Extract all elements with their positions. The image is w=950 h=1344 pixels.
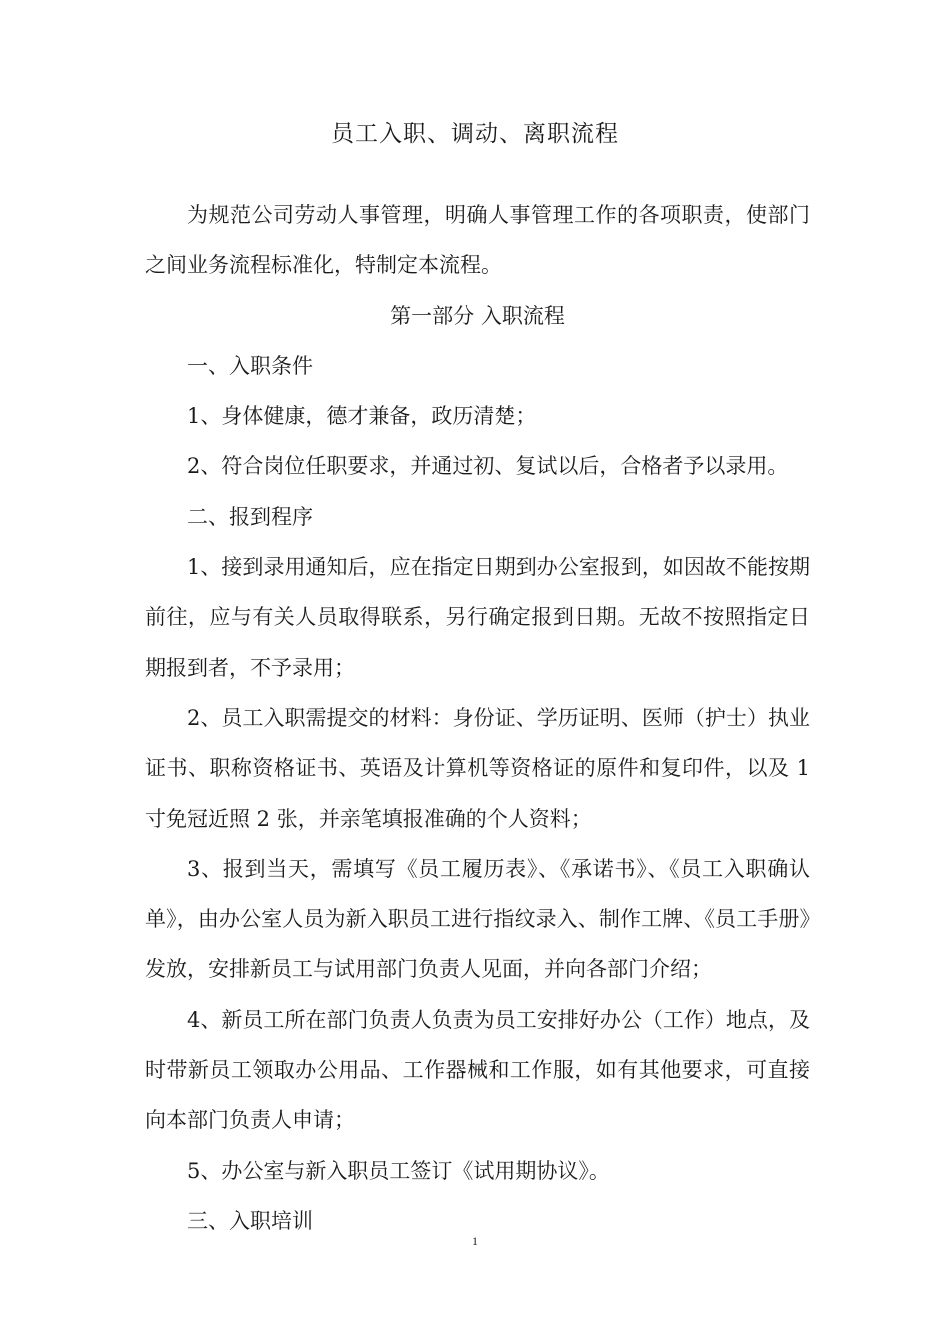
list-item: 3、报到当天，需填写《员工履历表》、《承诺书》、《员工入职确认单》，由办公室人员为新入职员工进行指纹录入、制作工牌、《员工手册》发放，安排新员工与试用部门负责人见面，并向各部门介绍； — [145, 856, 810, 982]
list-item: 1、身体健康，德才兼备，政历清楚； — [187, 404, 537, 429]
list-item: 2、符合岗位任职要求，并通过初、复试以后，合格者予以录用。 — [187, 454, 789, 479]
subsection-heading-conditions: 一、入职条件 — [187, 353, 313, 378]
subsection-heading-report-procedure: 二、报到程序 — [187, 504, 313, 529]
section-heading-part-one: 第一部分 入职流程 — [390, 303, 565, 328]
list-item: 5、办公室与新入职员工签订《试用期协议》。 — [187, 1158, 610, 1183]
page-number: 1 — [472, 1234, 478, 1248]
intro-paragraph: 为规范公司劳动人事管理，明确人事管理工作的各项职责，使部门之间业务流程标准化，特制定本流程。 — [145, 203, 810, 278]
document-body — [145, 190, 810, 1246]
subsection-heading-training: 三、入职培训 — [187, 1208, 313, 1233]
list-item: 1、接到录用通知后，应在指定日期到办公室报到，如因故不能按期前往，应与有关人员取得联系，另行确定报到日期。无故不按照指定日期报到者，不予录用； — [145, 555, 810, 680]
document-title: 员工入职、调动、离职流程 — [331, 121, 619, 147]
list-item: 2、员工入职需提交的材料：身份证、学历证明、医师（护士）执业证书、职称资格证书、英语及计算机等资格证的原件和复印件，以及 1 寸免冠近照 2 张，并亲笔填报准确的个人资料； — [145, 705, 810, 831]
list-item: 4、新员工所在部门负责人负责为员工安排好办公（工作）地点，及时带新员工领取办公用品、工作器械和工作服，如有其他要求，可直接向本部门负责人申请； — [145, 1007, 810, 1133]
